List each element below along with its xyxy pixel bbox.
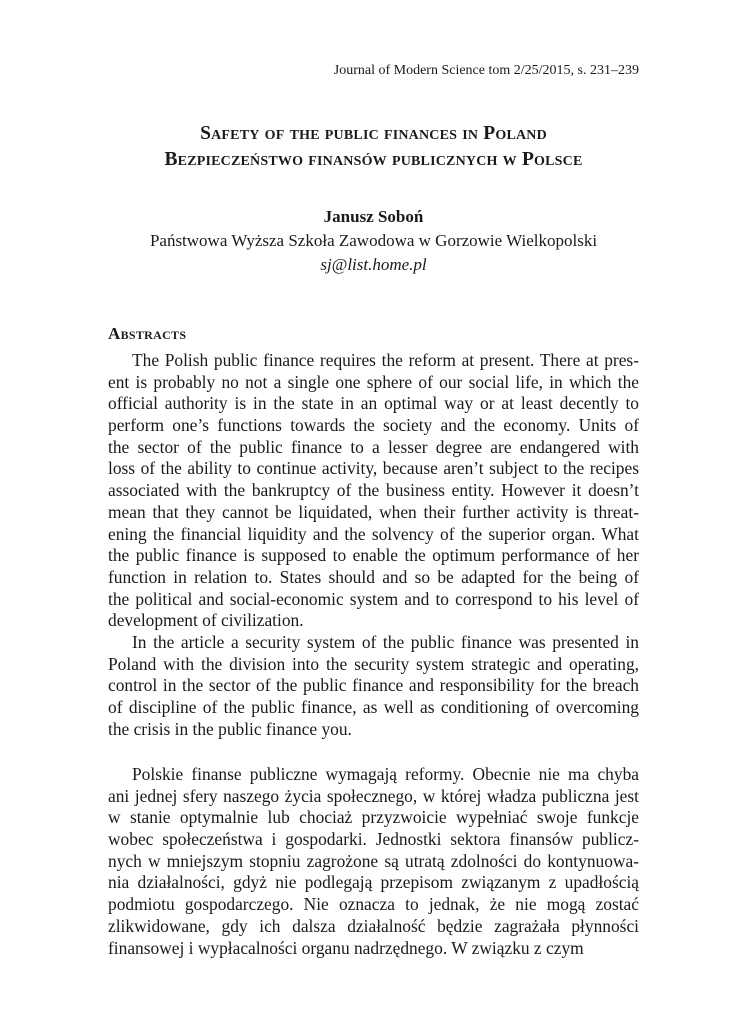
text-line: nia działalności, gdyż nie podlegają przepisom związanym z upadłością [108,872,639,893]
text-line: of discipline of the public finance, as well as conditioning of overcoming [108,697,639,718]
author-block [108,205,639,277]
text-line: the sector of the public finance to a lesser degree are endangered with [108,436,639,457]
text-line: finansowej i wypłacalności organu nadrzędnego. W związku z czym [108,937,584,958]
text-line: loss of the ability to continue activity, because aren’t subject to the recipes [108,458,639,479]
text-line: perform one’s functions towards the society and the economy. Units of [108,415,639,436]
abstract-paragraph-2 [108,632,639,740]
author-name: Janusz Soboń [323,207,424,226]
text-line: In the article a security system of the public finance was presented in [132,632,639,652]
text-line: wobec społeczeństwa i gospodarki. Jednostki sektora finansów publicz- [108,829,639,850]
title-english: Safety of the public finances in Poland [200,123,547,144]
text-line: ent is probably no not a single one sphere of our social life, in which the [108,371,639,392]
polish-paragraph-1 [108,764,639,959]
text-line: nych w mniejszym stopniu zagrożone są utratą zdolności do kontynuowa- [108,850,639,871]
text-line: ani jednej sfery naszego życia społecznego, w której władza publiczna jest [108,785,639,806]
text-line: mean that they cannot be liquidated, when their further activity is threat- [108,501,639,522]
text-line: Poland with the division into the security system strategic and operating, [108,653,639,674]
text-line: w stanie optymalnie lub chociaż przyzwoicie wypełniać swoje funkcje [108,807,639,828]
title-block [108,121,639,173]
abstract-paragraph-1 [108,350,639,632]
text-line: ening the financial liquidity and the solvency of the superior organ. What [108,523,639,544]
abstract-heading: Abstracts [108,324,187,343]
text-line: Polskie finanse publiczne wymagają reformy. Obecnie nie ma chyba [132,764,639,784]
running-head: Journal of Modern Science tom 2/25/2015, s. 231–239 [333,63,639,78]
text-line: function in relation to. States should and so be adapted for the being of [108,566,639,587]
author-email: sj@list.home.pl [320,255,427,274]
text-line: the crisis in the public finance you. [108,718,352,739]
text-line: The Polish public finance requires the reform at present. There at pres- [132,350,639,370]
text-line: control in the sector of the public finance and responsibility for the breach [108,675,639,696]
text-line: development of civilization. [108,610,304,631]
text-line: zlikwidowane, gdy ich dalsza działalność będzie zagrażała płynności [108,915,639,936]
text-line: official authority is in the state in an optimal way or at least decently to [108,393,639,414]
author-affiliation: Państwowa Wyższa Szkoła Zawodowa w Gorzowie Wielkopolski [149,231,598,250]
title-polish: Bezpieczeństwo finansów publicznych w Polsce [164,149,583,170]
text-line: podmiotu gospodarczego. Nie oznacza to jednak, że nie mogą zostać [108,894,639,915]
text-line: the public finance is supposed to enable the optimum performance of her [108,545,639,566]
text-line: associated with the bankruptcy of the business entity. However it doesn’t [108,480,639,501]
text-line: the political and social-economic system and to correspond to his level of [108,588,639,609]
